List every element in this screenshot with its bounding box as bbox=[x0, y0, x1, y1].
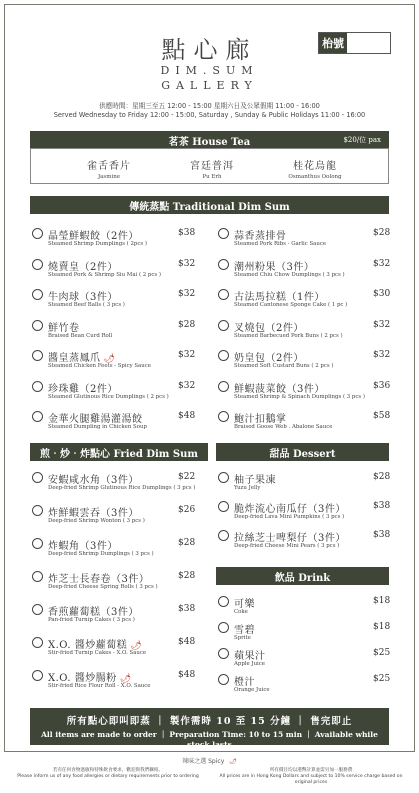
item-name-en: Deep-fried Shrimp Dumplings ( 3 pcs ) bbox=[48, 551, 154, 557]
tea-heading-bar bbox=[30, 131, 389, 149]
menu-item[interactable] bbox=[32, 505, 202, 529]
chili-icon: 🌶 bbox=[103, 354, 116, 364]
tea-name-en: Osmanthus Oolong bbox=[288, 174, 342, 180]
item-name-cn: 珍珠雞（2件） bbox=[48, 383, 118, 395]
item-name-en: Steamed Glutinous Rice Dumplings ( 2 pcs ) bbox=[48, 393, 169, 400]
menu-item[interactable] bbox=[218, 319, 391, 344]
item-name-cn: 香煎蘿蔔糕（3件） bbox=[48, 607, 139, 618]
select-checkbox[interactable] bbox=[32, 289, 43, 300]
item-name-cn: 牛肉球（3件） bbox=[48, 292, 118, 303]
hours-cn: 供應時間：星期三至五 12:00 - 15:00 星期六日及公眾假期 11:00 - 16:00 bbox=[99, 102, 320, 110]
tea-price: $20/位 pax bbox=[343, 136, 381, 144]
item-price: $48 bbox=[178, 670, 196, 680]
item-price: $32 bbox=[373, 258, 391, 269]
select-checkbox[interactable] bbox=[32, 320, 43, 331]
item-name-cn: 鮮竹卷 bbox=[48, 322, 80, 334]
item-name-en: Deep-fried Shrimp Wonton ( 3 pcs ) bbox=[48, 518, 145, 524]
menu-item[interactable] bbox=[32, 411, 202, 435]
item-name-cn: 炸蝦角（3件） bbox=[48, 541, 118, 552]
tea-item bbox=[54, 157, 164, 180]
select-checkbox[interactable] bbox=[32, 538, 43, 549]
select-checkbox[interactable] bbox=[218, 472, 229, 483]
item-name-en: Steamed Barbecued Pork Buns ( 2 pcs ) bbox=[234, 332, 343, 339]
item-price: $28 bbox=[373, 228, 391, 238]
menu-item[interactable] bbox=[218, 596, 391, 620]
select-checkbox[interactable] bbox=[32, 411, 43, 422]
menu-item[interactable] bbox=[218, 674, 391, 698]
select-checkbox[interactable] bbox=[32, 259, 43, 270]
allergy-note-cn: 若有任何食物過敏和特殊飲食要求，歡迎與我們聯絡。 bbox=[52, 768, 164, 773]
item-price: $25 bbox=[373, 674, 391, 684]
item-price: $28 bbox=[178, 538, 196, 548]
item-price: $58 bbox=[373, 411, 391, 421]
item-name-en: Coke bbox=[234, 609, 248, 615]
item-name-en: Orange Juice bbox=[234, 687, 270, 693]
item-name-cn: 鮮蝦菠菜餃（3件） bbox=[234, 383, 325, 395]
item-name-en: Steamed Beef Balls ( 3 pcs ) bbox=[48, 302, 125, 308]
menu-item[interactable] bbox=[32, 538, 202, 562]
select-checkbox[interactable] bbox=[218, 259, 229, 270]
select-checkbox[interactable] bbox=[32, 505, 43, 516]
tea-name-cn: 桂花烏龍 bbox=[293, 161, 337, 172]
item-price: $36 bbox=[373, 380, 391, 391]
item-price: $22 bbox=[178, 472, 196, 482]
item-name-cn: 奶皇包（2件） bbox=[234, 353, 304, 364]
tea-name-en: Pu Erh bbox=[202, 174, 222, 180]
item-price: $18 bbox=[373, 622, 391, 632]
chili-icon: 🌶 bbox=[119, 674, 132, 684]
menu-item[interactable] bbox=[32, 472, 202, 496]
tea-item bbox=[260, 157, 370, 180]
tea-name-cn: 雀舌香片 bbox=[87, 161, 131, 172]
select-checkbox[interactable] bbox=[32, 637, 43, 648]
menu-item[interactable] bbox=[218, 530, 391, 554]
item-price: $32 bbox=[373, 319, 391, 330]
item-name-cn: 醬皇蒸鳳爪 🌶 bbox=[48, 353, 116, 364]
select-checkbox[interactable] bbox=[218, 501, 229, 512]
select-checkbox[interactable] bbox=[32, 350, 43, 361]
fried-heading-bar bbox=[30, 443, 208, 461]
select-checkbox[interactable] bbox=[218, 530, 229, 541]
select-checkbox[interactable] bbox=[218, 381, 229, 392]
chili-icon: 🌶 bbox=[229, 758, 237, 765]
item-price: $32 bbox=[178, 289, 196, 299]
item-name-cn: X.O. 醬炒蘿蔔糕 🌶 bbox=[48, 640, 143, 651]
page-title: 點心廊 bbox=[161, 36, 258, 64]
item-name-en: Stir-fried Turnip Cakes - X.O. Sauce bbox=[48, 650, 147, 656]
menu-item[interactable] bbox=[218, 350, 391, 374]
item-name-cn: 安蝦咸水角（3件） bbox=[48, 475, 139, 486]
title-en-line1: DIM.SUM bbox=[160, 64, 259, 77]
allergy-note-en: Please inform us of any food allergies or dietary requirements prior to ordering bbox=[17, 773, 199, 779]
item-name-en: Steamed Shrimp Dumplings ( 2pcs ) bbox=[48, 241, 147, 247]
item-name-cn: 金華火腿雞湯灌湯餃 bbox=[48, 414, 143, 425]
item-name-en: Steamed Shrimp & Spinach Dumplings ( 3 pcs ) bbox=[234, 393, 365, 400]
select-checkbox[interactable] bbox=[218, 411, 229, 422]
menu-item[interactable] bbox=[218, 289, 391, 313]
item-price: $28 bbox=[178, 319, 196, 330]
item-name-en: Stir-fried Rice Flour Roll - X.O. Sauce bbox=[48, 683, 151, 689]
menu-item[interactable] bbox=[32, 350, 202, 374]
item-name-cn: 潮州粉果（3件） bbox=[234, 261, 315, 273]
select-checkbox[interactable] bbox=[218, 320, 229, 331]
select-checkbox[interactable] bbox=[32, 381, 43, 392]
tea-name-cn: 宮廷普洱 bbox=[190, 161, 234, 172]
item-name-en: Sprite bbox=[234, 635, 251, 641]
item-name-en: Braised Bean Curd Roll bbox=[48, 332, 113, 339]
item-price: $18 bbox=[373, 596, 391, 606]
menu-item[interactable] bbox=[32, 670, 202, 694]
item-price: $32 bbox=[373, 350, 391, 360]
fried-heading: 煎‧炒‧炸點心 Fried Dim Sum bbox=[40, 448, 198, 460]
item-name-cn: 橙汁 bbox=[234, 677, 255, 688]
select-checkbox[interactable] bbox=[218, 596, 229, 607]
item-name-en: Steamed Dumpling in Chicken Soup bbox=[48, 424, 147, 430]
table-number-label: 枱號 bbox=[319, 33, 347, 53]
select-checkbox[interactable] bbox=[32, 472, 43, 483]
item-price: $32 bbox=[178, 380, 196, 391]
price-note bbox=[211, 768, 411, 786]
item-name-cn: 晶瑩鮮蝦餃（2件） bbox=[48, 231, 139, 242]
item-price: $28 bbox=[178, 571, 196, 581]
menu-item[interactable] bbox=[218, 411, 391, 435]
select-checkbox[interactable] bbox=[218, 350, 229, 361]
item-price: $30 bbox=[373, 289, 391, 299]
item-price: $28 bbox=[373, 472, 391, 482]
menu-item[interactable] bbox=[32, 320, 202, 344]
table-number-box[interactable] bbox=[318, 32, 391, 54]
price-note-cn: 所有價目均以港幣計算並需另加一服務費 bbox=[269, 768, 353, 773]
menu-item[interactable] bbox=[218, 258, 391, 283]
hours-en: Served Wednesday to Friday 12:00 - 15:00, Saturday , Sunday & Public Holidays 11:00 - 16:00 bbox=[53, 111, 366, 119]
item-name-en: Deep-fried Lava Mini Pumpkins ( 3 pcs ) bbox=[234, 514, 345, 520]
traditional-heading: 傳統蒸點 Traditional Dim Sum bbox=[129, 201, 290, 213]
drink-heading: 飲品 Drink bbox=[274, 572, 331, 584]
title-en-line2: GALLERY bbox=[161, 79, 258, 92]
item-name-en: Steamed Pork & Shrimp Siu Mai ( 2 pcs ) bbox=[48, 271, 161, 278]
menu-item[interactable] bbox=[218, 228, 391, 252]
menu-item[interactable] bbox=[32, 381, 202, 405]
tea-heading: 茗茶 House Tea bbox=[168, 136, 251, 148]
menu-item[interactable] bbox=[32, 604, 202, 628]
item-name-cn: 脆炸流心南瓜仔（3件） bbox=[234, 504, 346, 515]
item-name-cn: 燒賣皇（2件） bbox=[48, 261, 118, 273]
item-name-cn: 可樂 bbox=[234, 599, 255, 610]
menu-item[interactable] bbox=[218, 622, 391, 646]
item-name-cn: 炸鮮蝦雲吞（3件） bbox=[48, 508, 139, 519]
dessert-heading: 甜品 Dessert bbox=[269, 448, 336, 460]
select-checkbox[interactable] bbox=[32, 228, 43, 239]
footer-band bbox=[30, 708, 389, 749]
item-name-cn: 柚子果凍 bbox=[234, 475, 276, 486]
select-checkbox[interactable] bbox=[32, 604, 43, 615]
item-name-cn: 炸芝士長春卷（3件） bbox=[48, 574, 150, 585]
select-checkbox[interactable] bbox=[218, 289, 229, 300]
menu-item[interactable] bbox=[32, 571, 202, 595]
menu-item[interactable] bbox=[32, 228, 202, 252]
item-name-cn: 鮑汁扣鵝掌 bbox=[234, 414, 287, 425]
menu-item[interactable] bbox=[32, 259, 202, 283]
item-name-cn: 雪碧 bbox=[234, 625, 255, 636]
spicy-legend-label: 辣味之選 Spicy bbox=[182, 758, 225, 765]
allergy-note bbox=[8, 768, 208, 780]
item-price: $38 bbox=[373, 530, 391, 540]
select-checkbox[interactable] bbox=[218, 648, 229, 659]
footer-en: All items are made to order ｜ Preparation Time: 10 to 15 min ｜ Available while stock lasts bbox=[41, 730, 378, 749]
item-price: $38 bbox=[178, 604, 196, 614]
select-checkbox[interactable] bbox=[32, 670, 43, 681]
item-price: $32 bbox=[178, 258, 196, 269]
item-name-en: Deep-fried Cheese Mini Pears ( 3 pcs ) bbox=[234, 543, 340, 549]
item-name-cn: 拉絲芝士啤梨仔（3件） bbox=[234, 533, 346, 544]
item-price: $48 bbox=[178, 637, 196, 647]
drink-heading-bar bbox=[216, 567, 389, 585]
item-name-en: Steamed Chicken Feets - Spicy Sauce bbox=[48, 363, 151, 369]
item-name-en: Deep-fried Shrimp Glutinous Rice Dumplings ( 3 pcs ) bbox=[48, 485, 196, 491]
menu-item[interactable] bbox=[218, 648, 391, 672]
item-name-cn: 叉燒包（2件） bbox=[234, 322, 304, 334]
item-name-en: Steamed Pork Ribs - Garlic Sauce bbox=[234, 241, 327, 247]
menu-item[interactable] bbox=[218, 472, 391, 496]
traditional-heading-bar bbox=[30, 196, 389, 214]
menu-item[interactable] bbox=[32, 637, 202, 661]
chili-icon: 🌶 bbox=[130, 641, 143, 651]
menu-item[interactable] bbox=[32, 289, 202, 313]
select-checkbox[interactable] bbox=[218, 228, 229, 239]
dessert-heading-bar bbox=[216, 443, 389, 461]
item-name-en: Steamed Chiu Chow Dumplings ( 3 pcs ) bbox=[234, 271, 345, 278]
item-name-en: Steamed Soft Custard Buns ( 2 pcs ) bbox=[234, 363, 334, 369]
tea-item bbox=[157, 157, 267, 180]
tea-name-en: Jasmine bbox=[97, 174, 121, 180]
item-name-en: Apple Juice bbox=[234, 661, 265, 667]
price-note-en: All prices are in Hong Kong Dollars and subject to 10% service charge based on original prices bbox=[219, 773, 403, 785]
item-price: $38 bbox=[178, 228, 196, 238]
item-name-cn: 蒜香蒸排骨 bbox=[234, 231, 287, 242]
item-price: $25 bbox=[373, 648, 391, 658]
select-checkbox[interactable] bbox=[218, 622, 229, 633]
item-price: $32 bbox=[178, 350, 196, 360]
footer-cn: 所有點心即叫即蒸 ｜ 製作需時 10 至 15 分鐘 ｜ 售完即止 bbox=[66, 716, 353, 727]
item-price: $48 bbox=[178, 411, 196, 421]
item-name-en: Pan-fried Turnip Cakes ( 3 pcs ) bbox=[48, 617, 135, 623]
item-name-en: Braised Goose Web . Abalone Sauce bbox=[234, 424, 333, 430]
item-name-en: Yuzu Jelly bbox=[234, 485, 261, 491]
select-checkbox[interactable] bbox=[32, 571, 43, 582]
item-name-en: Deep-fried Cheese Spring Rolls ( 3 pcs ) bbox=[48, 584, 158, 590]
menu-item[interactable] bbox=[218, 380, 391, 405]
item-name-cn: 蘋果汁 bbox=[234, 651, 266, 662]
item-name-cn: 古法馬拉糕（1件） bbox=[234, 292, 325, 303]
item-price: $26 bbox=[178, 505, 196, 515]
spicy-legend bbox=[0, 756, 419, 765]
item-name-cn: X.O. 醬炒腸粉 🌶 bbox=[48, 673, 132, 684]
item-price: $38 bbox=[373, 501, 391, 511]
item-name-en: Steamed Cantonese Sponge Cake ( 1 pc ) bbox=[234, 302, 348, 308]
menu-item[interactable] bbox=[218, 501, 391, 525]
select-checkbox[interactable] bbox=[218, 674, 229, 685]
